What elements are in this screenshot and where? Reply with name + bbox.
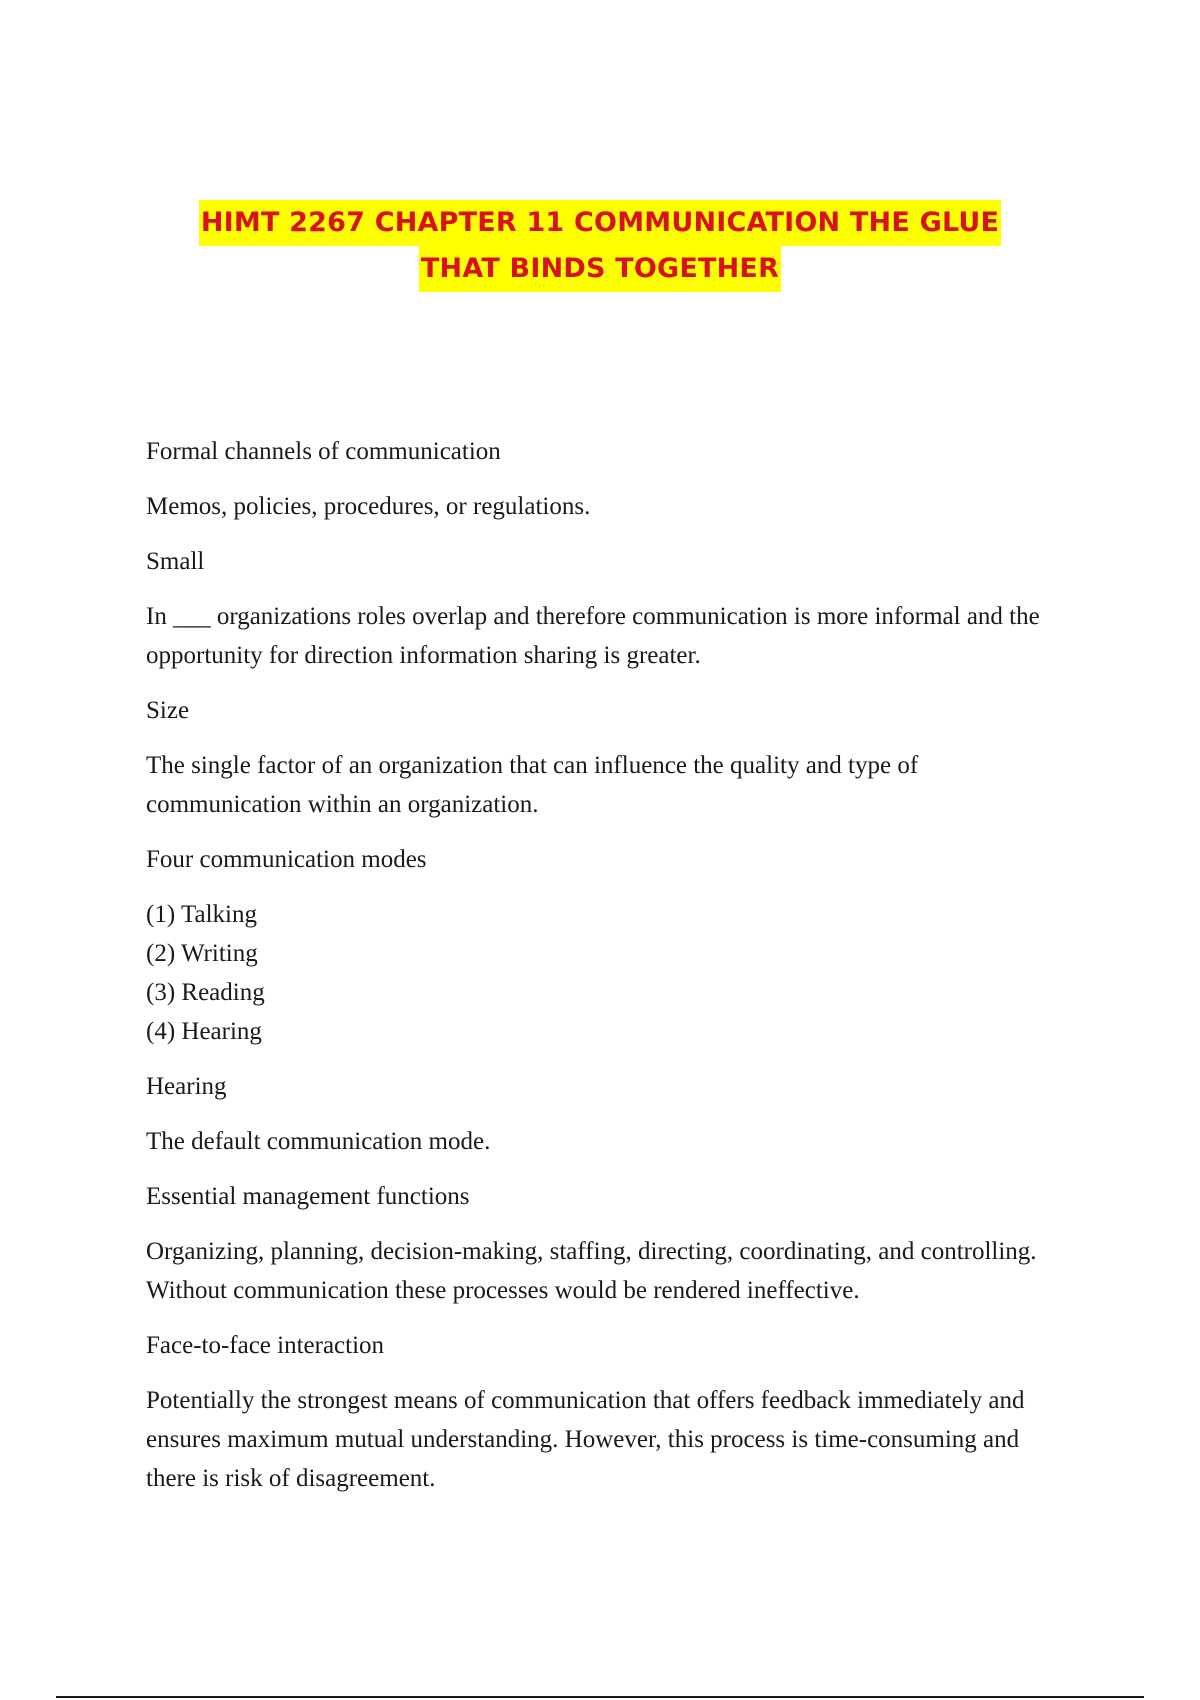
- bottom-divider: [56, 1696, 1144, 1698]
- term-management-functions: Essential management functions: [146, 1183, 470, 1210]
- definition-small: In ___ organizations roles overlap and therefore communication is more informal and the opportunity for direction information sharing is greater.: [146, 603, 1040, 669]
- definition-formal-channels: Memos, policies, procedures, or regulations.: [146, 493, 591, 520]
- list-item: (3) Reading: [146, 979, 265, 1006]
- definition-hearing: The default communication mode.: [146, 1128, 491, 1155]
- list-item: (4) Hearing: [146, 1018, 262, 1045]
- term-formal-channels: Formal channels of communication: [146, 438, 501, 465]
- document-body: [146, 432, 1046, 1514]
- title-line-1: HIMT 2267 CHAPTER 11 COMMUNICATION THE GLUE: [199, 200, 1001, 246]
- term-face-to-face: Face-to-face interaction: [146, 1332, 385, 1359]
- definition-management-functions: Organizing, planning, decision-making, staffing, directing, coordinating, and controlling. Without communication these processes would be rendered ineffective.: [146, 1238, 1037, 1304]
- list-item: (2) Writing: [146, 940, 258, 967]
- list-item: (1) Talking: [146, 901, 257, 928]
- term-small: Small: [146, 548, 205, 575]
- modes-list: [146, 895, 1046, 1051]
- title-line-2: THAT BINDS TOGETHER: [419, 246, 781, 292]
- term-size: Size: [146, 697, 190, 724]
- definition-face-to-face: Potentially the strongest means of communication that offers feedback immediately and ensures maximum mutual understanding. However, this process is time-consuming and there is risk of disagreement.: [146, 1387, 1025, 1492]
- term-hearing: Hearing: [146, 1073, 227, 1100]
- document-title: [0, 200, 1200, 292]
- term-four-modes: Four communication modes: [146, 846, 427, 873]
- definition-size: The single factor of an organization that can influence the quality and type of communication within an organization.: [146, 752, 919, 818]
